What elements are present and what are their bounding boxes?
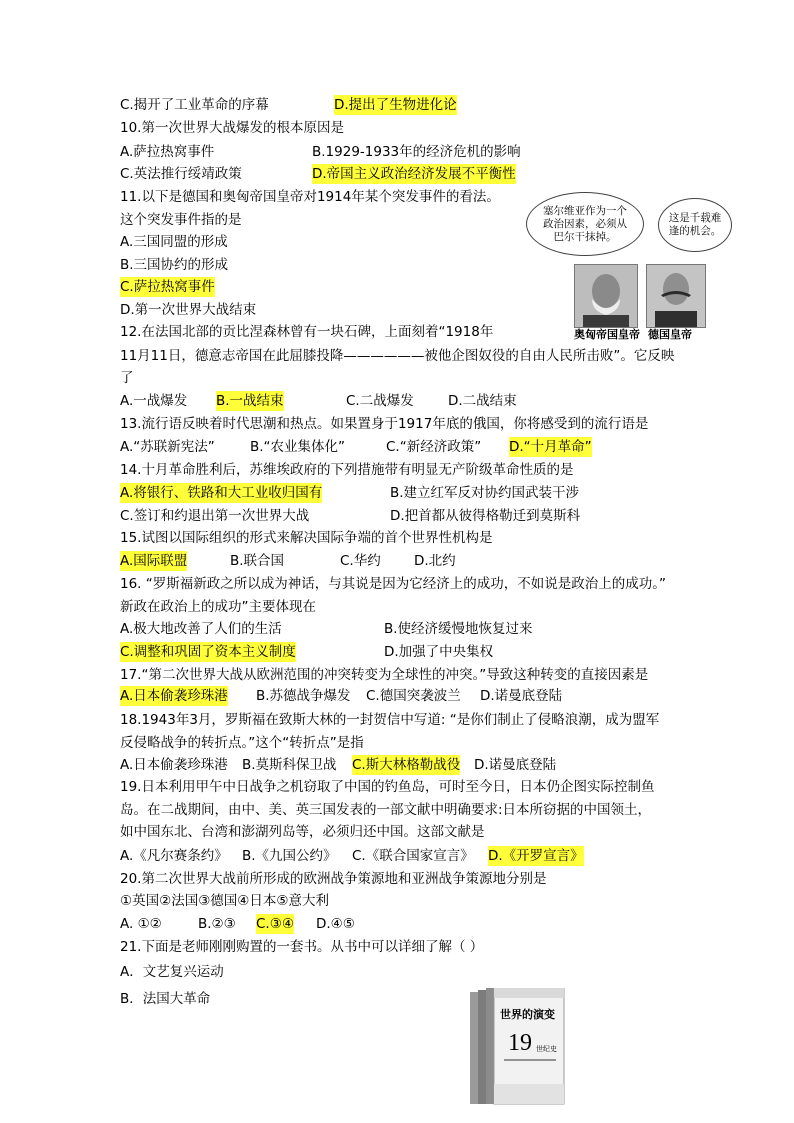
- q17-option-d: D.诺曼底登陆: [480, 688, 563, 704]
- q11-stem-line1: 11.以下是德国和奥匈帝国皇帝对1914年某个突发事件的看法。: [120, 189, 500, 205]
- q20-option-d: D.④⑤: [316, 916, 355, 932]
- q14-stem: 14.十月革命胜利后，苏维埃政府的下列措施带有明显无产阶级革命性质的是: [120, 462, 574, 478]
- q12-option-a: A.一战爆发: [120, 393, 188, 409]
- speech-bubble-right-text: 这是千载难逢的机会。: [668, 212, 722, 237]
- q12-stem-line3: 了: [120, 370, 134, 386]
- caption-german-emperor: 德国皇帝: [648, 328, 692, 341]
- q15-option-b: B.联合国: [230, 553, 285, 569]
- q21-option-b: B．法国大革命: [120, 991, 211, 1007]
- book-title: 世界的演变: [500, 1008, 555, 1021]
- q12-option-b: B.一战结束: [216, 393, 284, 409]
- q11-cartoon-figure: [520, 192, 730, 342]
- q20-stem: 20.第二次世界大战前所形成的欧洲战争策源地和亚洲战争策源地分别是: [120, 871, 547, 887]
- q11-option-d: D.第一次世界大战结束: [120, 302, 257, 318]
- portrait-german-emperor: [646, 264, 706, 328]
- q17-option-a: A.日本偷袭珍珠港: [120, 688, 228, 704]
- q10-option-b: B.1929-1933年的经济危机的影响: [312, 144, 521, 160]
- q19-stem-line3: 如中国东北、台湾和澎湖列岛等，必须归还中国。这部文献是: [120, 824, 485, 840]
- q16-option-a: A.极大地改善了人们的生活: [120, 621, 282, 637]
- q19-option-b: B.《九国公约》: [242, 848, 337, 864]
- q16-stem-line1: 16. “罗斯福新政之所以成为神话，与其说是因为它经济上的成功，不如说是政治上的成功。”: [120, 576, 666, 592]
- q18-option-b: B.莫斯科保卫战: [242, 757, 337, 773]
- q15-option-d: D.北约: [414, 553, 456, 569]
- q9-option-d: D.提出了生物进化论: [334, 97, 457, 113]
- q13-stem: 13.流行语反映着时代思潮和热点。如果置身于1917年底的俄国，你将感受到的流行语是: [120, 416, 649, 432]
- q20-option-c: C.③④: [256, 916, 294, 932]
- q11-stem-line2: 这个突发事件指的是: [120, 212, 242, 228]
- book-number: 19: [508, 1030, 532, 1056]
- q14-option-c: C.签订和约退出第一次世界大战: [120, 508, 310, 524]
- q18-option-d: D.诺曼底登陆: [474, 757, 557, 773]
- q21-option-a: A．文艺复兴运动: [120, 964, 224, 980]
- q14-option-b: B.建立红军反对协约国武装干涉: [390, 485, 580, 501]
- q16-stem-line2: 新政在政治上的成功”主要体现在: [120, 599, 316, 615]
- q16-option-d: D.加强了中央集权: [384, 644, 494, 660]
- q13-option-a: A.“苏联新宪法”: [120, 439, 215, 455]
- q17-stem: 17.“第二次世界大战从欧洲范围的冲突转变为全球性的冲突。”导致这种转变的直接因素是: [120, 667, 649, 683]
- q20-option-a: A. ①②: [120, 916, 162, 932]
- q15-option-c: C.华约: [340, 553, 381, 569]
- q16-option-b: B.使经济缓慢地恢复过来: [384, 621, 533, 637]
- q12-stem-line2: 11月11日，德意志帝国在此屈膝投降——————被他企图奴役的自由人民所击败”。它反映: [120, 348, 675, 364]
- q17-option-b: B.苏德战争爆发: [256, 688, 351, 704]
- book-set-image: [470, 988, 566, 1106]
- q15-stem: 15.试图以国际组织的形式来解决国际争端的首个世界性机构是: [120, 530, 493, 546]
- q21-stem: 21.下面是老师刚刚购置的一套书。从书中可以详细了解（ ）: [120, 939, 484, 955]
- q11-option-a: A.三国同盟的形成: [120, 234, 228, 250]
- q11-option-c: C.萨拉热窝事件: [120, 279, 215, 295]
- q18-option-a: A.日本偷袭珍珠港: [120, 757, 228, 773]
- q20-option-b: B.②③: [198, 916, 236, 932]
- q12-stem-line1: 12.在法国北部的贡比涅森林曾有一块石碑，上面刻着“1918年: [120, 324, 494, 340]
- caption-austro-hungarian-emperor: 奥匈帝国皇帝: [574, 328, 640, 341]
- q14-option-d: D.把首都从彼得格勒迁到莫斯科: [390, 508, 581, 524]
- q19-option-a: A.《凡尔赛条约》: [120, 848, 228, 864]
- q11-option-b: B.三国协约的形成: [120, 257, 229, 273]
- q15-option-a: A.国际联盟: [120, 553, 188, 569]
- q19-stem-line2: 岛。在二战期间，由中、美、英三国发表的一部文献中明确要求:日本所窃据的中国领土，: [120, 802, 652, 818]
- q10-option-a: A.萨拉热窝事件: [120, 144, 215, 160]
- q10-option-d: D.帝国主义政治经济发展不平衡性: [312, 166, 516, 182]
- q10-option-c: C.英法推行绥靖政策: [120, 166, 242, 182]
- q13-option-c: C.“新经济政策”: [386, 439, 482, 455]
- q17-option-c: C.德国突袭波兰: [366, 688, 461, 704]
- portrait-austro-hungarian-emperor: [574, 264, 638, 328]
- speech-bubble-left-text: 塞尔维亚作为一个政治因素，必须从巴尔干抹掉。: [543, 204, 627, 243]
- q18-option-c: C.斯大林格勒战役: [352, 757, 461, 773]
- q18-stem-line2: 反侵略战争的转折点。”这个“转折点”是指: [120, 735, 364, 751]
- q13-option-d: D.“十月革命”: [509, 439, 592, 455]
- q12-option-c: C.二战爆发: [346, 393, 414, 409]
- q20-list: ①英国②法国③德国④日本⑤意大利: [120, 893, 330, 909]
- q19-stem-line1: 19.日本利用甲午中日战争之机窃取了中国的钓鱼岛，可时至今日，日本仍企图实际控制鱼: [120, 779, 655, 795]
- book-subtitle: 世纪史: [536, 1045, 557, 1053]
- q16-option-c: C.调整和巩固了资本主义制度: [120, 644, 296, 660]
- q13-option-b: B.“农业集体化”: [250, 439, 346, 455]
- q12-option-d: D.二战结束: [448, 393, 517, 409]
- q19-option-c: C.《联合国家宣言》: [352, 848, 474, 864]
- q10-stem: 10.第一次世界大战爆发的根本原因是: [120, 120, 344, 136]
- q9-option-c: C.揭开了工业革命的序幕: [120, 97, 269, 113]
- speech-bubble-right: [658, 198, 732, 252]
- q18-stem-line1: 18.1943年3月，罗斯福在致斯大林的一封贺信中写道: “是你们制止了侵略浪潮，成为盟军: [120, 712, 660, 728]
- q14-option-a: A.将银行、铁路和大工业收归国有: [120, 485, 323, 501]
- speech-bubble-left: [526, 192, 644, 256]
- q19-option-d: D.《开罗宣言》: [488, 848, 584, 864]
